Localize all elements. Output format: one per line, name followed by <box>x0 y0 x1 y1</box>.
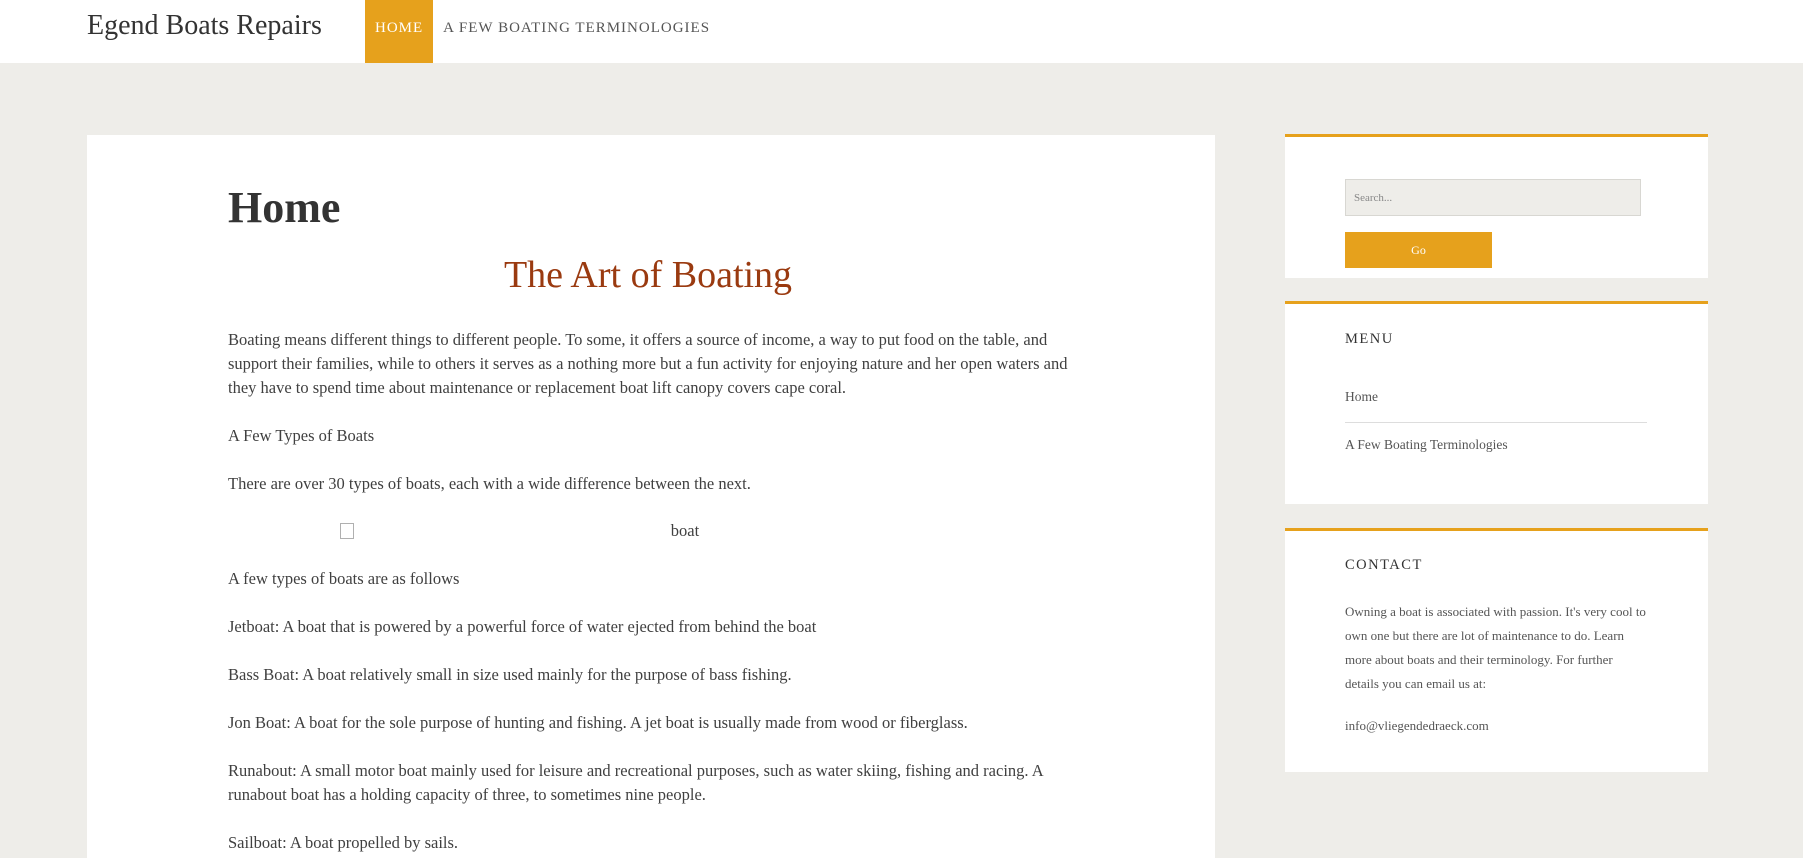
list-intro: A few types of boats are as follows <box>228 569 460 588</box>
article-heading: The Art of Boating <box>503 254 793 296</box>
bassboat-item: Bass Boat: A boat relatively small in size used mainly for the purpose of bass fishing. <box>228 665 792 684</box>
search-go-button[interactable]: Go <box>1345 232 1492 268</box>
contact-widget <box>1285 528 1708 772</box>
intro-paragraph: Boating means different things to different people. To some, it offers a source of income, a way to put food on the table, and support their families, while to others it serves as a nothing more but a fun activity for enjoying nature and her open waters and they have to spend time about maintenance or replacement boat lift canopy covers cape coral. <box>228 330 1068 397</box>
types-heading: A Few Types of Boats <box>228 426 375 445</box>
search-input[interactable] <box>1345 179 1641 216</box>
boat-image <box>228 519 1088 543</box>
boat-image-alt: boat <box>670 521 700 540</box>
search-widget <box>1285 134 1708 278</box>
site-header <box>0 0 1803 63</box>
contact-text: Owning a boat is associated with passion. It's very cool to own one but there are lot of maintenance to do. Learn more about boats and their terminology. For further details you can email us at: <box>1345 604 1646 691</box>
jetboat-item: Jetboat: A boat that is powered by a powerful force of water ejected from behind the boat <box>228 617 817 636</box>
contact-widget-title: CONTACT <box>1345 557 1423 573</box>
page-title: Home <box>228 183 341 232</box>
menu-widget <box>1285 301 1708 504</box>
jonboat-item: Jon Boat: A boat for the sole purpose of hunting and fishing. A jet boat is usually made from wood or fiberglass. <box>228 713 968 732</box>
contact-email-link[interactable]: info@vliegendedraeck.com <box>1345 718 1489 733</box>
site-title[interactable]: Egend Boats Repairs <box>87 10 322 41</box>
nav-item-home[interactable]: HOME <box>365 0 433 63</box>
menu-divider <box>1345 422 1647 423</box>
nav-item-terminologies[interactable]: A FEW BOATING TERMINOLOGIES <box>443 20 711 36</box>
menu-widget-title: MENU <box>1345 331 1394 347</box>
main-nav <box>365 0 720 63</box>
sailboat-item: Sailboat: A boat propelled by sails. <box>228 833 459 852</box>
main-content <box>87 135 1215 858</box>
types-intro: There are over 30 types of boats, each with a wide difference between the next. <box>228 474 751 493</box>
menu-link-terminologies[interactable]: A Few Boating Terminologies <box>1345 437 1508 452</box>
menu-link-home[interactable]: Home <box>1345 389 1378 404</box>
runabout-item: Runabout: A small motor boat mainly used for leisure and recreational purposes, such as water skiing, fishing and racing. A runabout boat has a holding capacity of three, to sometimes nine people. <box>228 761 1043 804</box>
